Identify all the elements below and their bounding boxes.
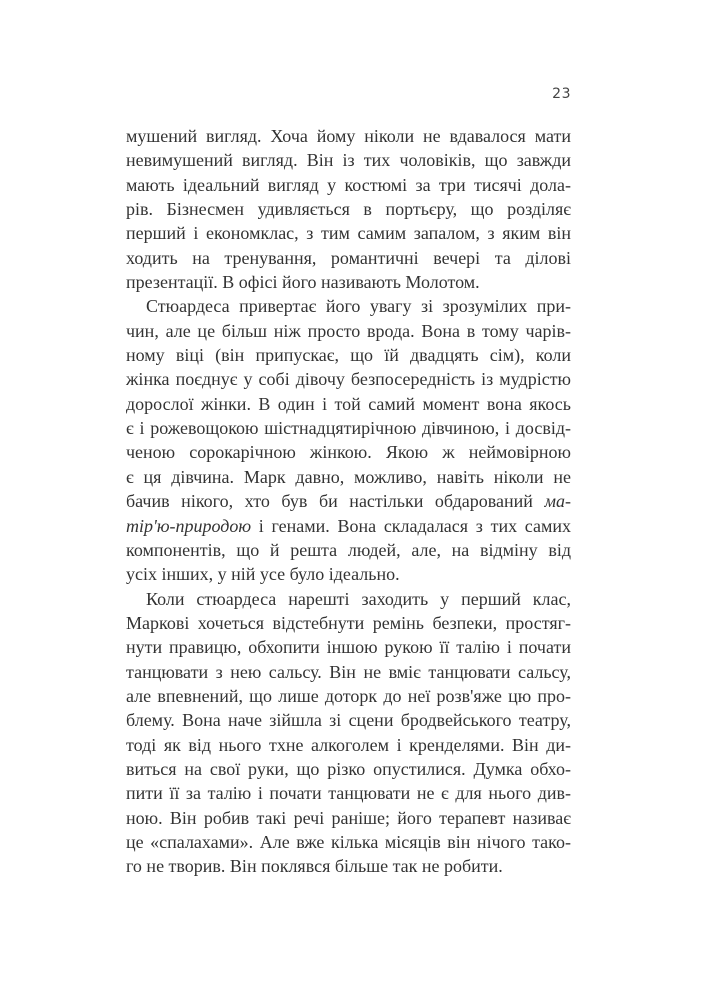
text-line bbox=[126, 830, 571, 854]
text-line bbox=[126, 708, 571, 732]
text-line bbox=[126, 367, 571, 391]
text-line bbox=[126, 173, 571, 197]
text-line bbox=[126, 148, 571, 172]
text-line bbox=[126, 270, 571, 294]
text-segment: танцювати з нею сальсу. Він не вміє танцювати сальсу, bbox=[126, 661, 571, 682]
text-segment: виться на свої руки, що різко опустилися. Думка обхо- bbox=[126, 758, 571, 779]
text-line bbox=[126, 440, 571, 464]
text-segment: перший і економклас, з тим самим запалом, з яким він bbox=[126, 223, 571, 244]
text-segment: жінка поєднує у собі дівочу безпосередність із мудрістю bbox=[126, 369, 571, 390]
text-segment: го не творив. Він поклявся більше так не робити. bbox=[126, 856, 503, 877]
text-segment: ною. Він робив такі речі раніше; його терапевт називає bbox=[126, 807, 571, 828]
text-line bbox=[126, 538, 571, 562]
text-line bbox=[126, 416, 571, 440]
text-line bbox=[126, 197, 571, 221]
text-segment: ченою сорокарічною жінкою. Якою ж неймовірною bbox=[126, 442, 571, 463]
text-segment: Коли стюардеса нарешті заходить у перший клас, bbox=[146, 588, 571, 609]
text-segment: але впевнений, що лише доторк до неї розв'яже цю про- bbox=[126, 685, 571, 706]
text-segment: бачив нікого, хто був би настільки обдарований bbox=[126, 491, 545, 512]
text-segment: пити її за талію і почати танцювати не є для нього див- bbox=[126, 783, 571, 804]
text-line bbox=[126, 343, 571, 367]
page-body-text bbox=[126, 124, 571, 879]
text-line bbox=[126, 294, 571, 318]
text-segment: ходить на тренування, романтичні вечері та ділові bbox=[126, 247, 571, 268]
text-segment: є ця дівчина. Марк давно, можливо, навіть ніколи не bbox=[126, 466, 571, 487]
text-segment: це «спалахами». Але вже кілька місяців він нічого тако- bbox=[126, 831, 571, 852]
text-segment: презентації. В офісі його називають Молотом. bbox=[126, 272, 480, 293]
text-line bbox=[126, 635, 571, 659]
text-line bbox=[126, 806, 571, 830]
text-segment: ному віці (він припускає, що їй двадцять сім), коли bbox=[126, 345, 571, 366]
text-segment: є і рожевощокою шістнадцятирічною дівчиною, і досвід- bbox=[126, 418, 571, 439]
text-segment: блему. Вона наче зійшла зі сцени бродвейського театру, bbox=[126, 710, 571, 731]
text-segment: мають ідеальний вигляд у костюмі за три тисячі дола- bbox=[126, 174, 571, 195]
text-line bbox=[126, 587, 571, 611]
text-segment: невимушений вигляд. Він із тих чоловіків, що завжди bbox=[126, 150, 571, 171]
text-segment: Стюардеса привертає його увагу зі зрозумілих при- bbox=[146, 296, 571, 317]
italic-text: ма- bbox=[544, 491, 571, 512]
text-line bbox=[126, 660, 571, 684]
text-line bbox=[126, 757, 571, 781]
text-line bbox=[126, 562, 571, 586]
text-line bbox=[126, 781, 571, 805]
text-line bbox=[126, 611, 571, 635]
text-line bbox=[126, 221, 571, 245]
text-segment: тоді як від нього тхне алкоголем і кренделями. Він ди- bbox=[126, 734, 571, 755]
text-segment: дорослої жінки. В один і той самий момент вона якось bbox=[126, 393, 571, 414]
text-line bbox=[126, 514, 571, 538]
text-line bbox=[126, 684, 571, 708]
text-segment: компонентів, що й решта людей, але, на відміну від bbox=[126, 539, 571, 560]
text-segment: усіх інших, у ній усе було ідеально. bbox=[126, 564, 400, 585]
text-segment: нути правицю, обхопити іншою рукою її талію і почати bbox=[126, 637, 571, 658]
text-line bbox=[126, 246, 571, 270]
text-segment: рів. Бізнесмен удивляється в портьєру, що розділяє bbox=[126, 199, 571, 220]
text-segment: і генами. Вона складалася з тих самих bbox=[251, 515, 571, 536]
text-segment: Маркові хочеться відстебнути ремінь безпеки, простяг- bbox=[126, 612, 571, 633]
text-line bbox=[126, 319, 571, 343]
text-line bbox=[126, 733, 571, 757]
text-line bbox=[126, 392, 571, 416]
text-line bbox=[126, 489, 571, 513]
text-segment: чин, але це більш ніж просто врода. Вона в тому чарів- bbox=[126, 320, 571, 341]
text-line bbox=[126, 854, 571, 878]
text-segment: мушений вигляд. Хоча йому ніколи не вдавалося мати bbox=[126, 126, 571, 146]
text-line bbox=[126, 465, 571, 489]
italic-text: тір'ю-природою bbox=[126, 515, 252, 536]
text-line bbox=[126, 124, 571, 148]
page-number: 23 bbox=[552, 86, 571, 102]
